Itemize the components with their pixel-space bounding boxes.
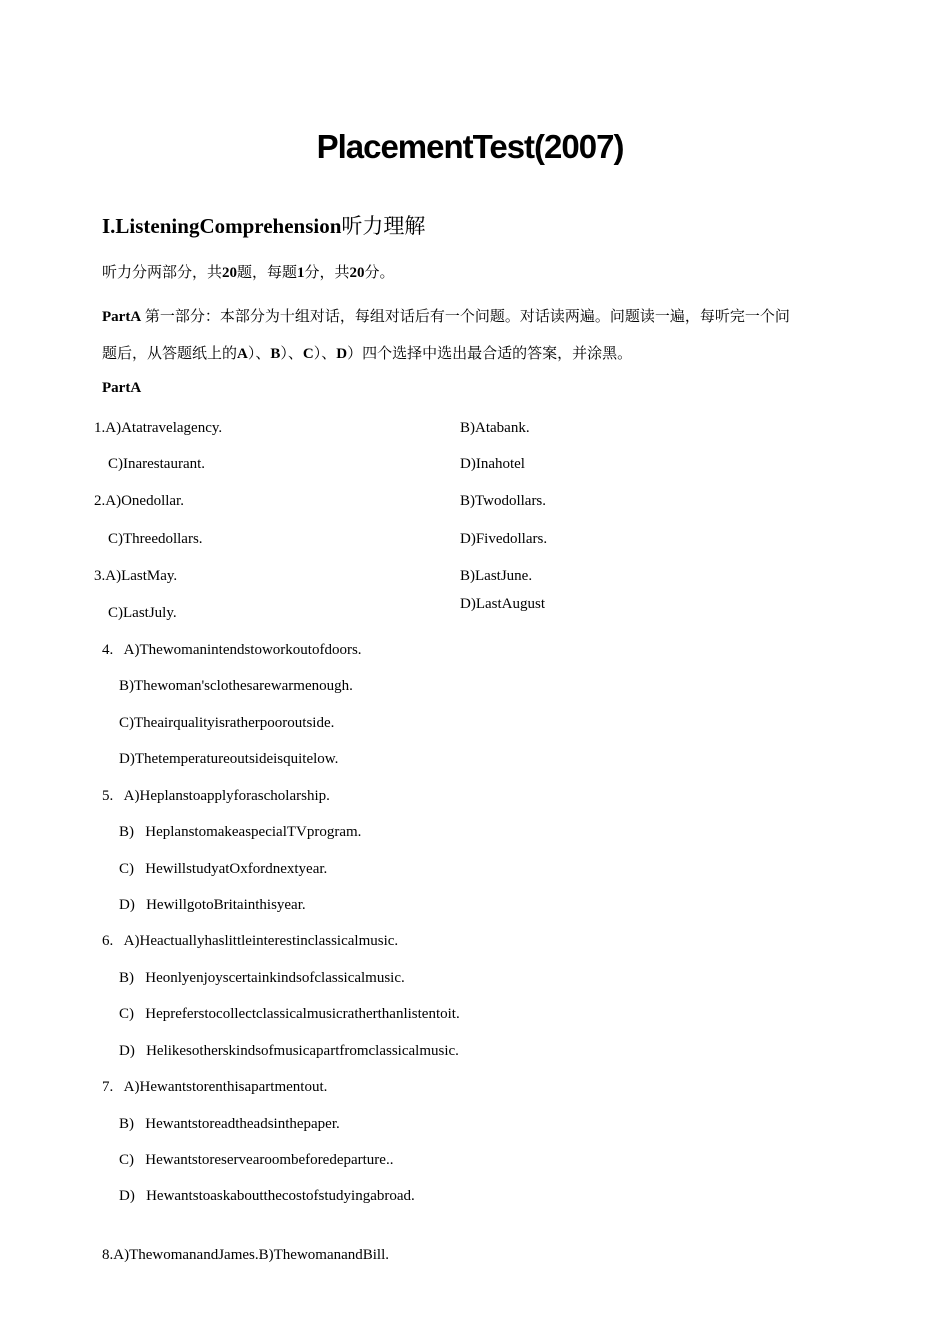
instructions-text: ）四个选择中选出最合适的答案，并涂黑。	[347, 346, 633, 362]
q1-option-d: D)Inahotel	[460, 456, 525, 472]
q1-option-c: C)Inarestaurant.	[108, 456, 206, 472]
q6-option-b: B) Heonlyenjoyscertainkindsofclassicalmusic.	[119, 970, 405, 986]
q5-option-d: D) HewillgotoBritainthisyear.	[119, 897, 306, 913]
intro-number: 1	[297, 265, 305, 281]
q4-option-a: 4. A)Thewomanintendstoworkoutofdoors.	[102, 642, 362, 658]
section-heading-cn: 听力理解	[341, 214, 426, 238]
intro-text: 听力分两部分，共	[102, 265, 223, 281]
q3-option-d: D)LastAugust	[460, 596, 545, 612]
separator: ）、	[247, 346, 271, 362]
intro-number: 20	[222, 265, 238, 281]
q8-options-a-b: 8.A)ThewomanandJames.B)ThewomanandBill.	[102, 1247, 390, 1263]
q5-option-b: B) HeplanstomakeaspecialTVprogram.	[119, 824, 362, 840]
page-title: PlacementTest(2007)	[316, 128, 624, 165]
option-letter: C	[302, 346, 314, 362]
q7-option-b: B) Hewantstoreadtheadsinthepaper.	[119, 1116, 340, 1132]
option-letter: B	[270, 346, 281, 362]
q6-option-c: C) Hepreferstocollectclassicalmusicratherthanlistentoit.	[119, 1006, 460, 1022]
separator: ）、	[313, 346, 337, 362]
q7-option-c: C) Hewantstoreservearoombeforedeparture..	[119, 1152, 394, 1168]
q2-option-a: 2.A)Onedollar.	[94, 493, 184, 509]
q2-option-b: B)Twodollars.	[460, 493, 547, 509]
q3-option-a: 3.A)LastMay.	[94, 568, 178, 584]
intro-text: 分。	[364, 265, 395, 281]
part-a-instructions-line-2	[102, 342, 632, 363]
option-letter: A	[237, 346, 248, 362]
q2-option-c: C)Threedollars.	[108, 531, 203, 547]
intro-text: 题，每题	[237, 265, 298, 281]
instructions-text: 题后，从答题纸上的	[102, 346, 238, 362]
option-letter: D	[336, 346, 348, 362]
q1-option-b: B)Atabank.	[460, 420, 530, 436]
separator: ）、	[280, 346, 303, 362]
intro-paragraph	[102, 261, 395, 282]
q6-option-a: 6. A)Heactuallyhaslittleinterestinclassicalmusic.	[102, 933, 399, 949]
q3-option-c: C)LastJuly.	[108, 605, 177, 621]
part-a-label: PartA	[102, 380, 142, 396]
part-a-instructions-line-1	[102, 305, 790, 326]
intro-number: 20	[349, 265, 365, 281]
q2-option-d: D)Fivedollars.	[460, 531, 548, 547]
q4-option-c: C)Theairqualityisratherpooroutside.	[119, 715, 335, 731]
q3-option-b: B)LastJune.	[460, 568, 533, 584]
q5-option-a: 5. A)Heplanstoapplyforascholarship.	[102, 788, 330, 804]
q4-option-b: B)Thewoman'sclothesarewarmenough.	[119, 678, 353, 694]
q7-option-d: D) Hewantstoaskaboutthecostofstudyingabroad.	[119, 1188, 415, 1204]
intro-text: 分，共	[304, 265, 350, 281]
section-heading-en: I.ListeningComprehension	[102, 214, 342, 238]
q1-option-a: 1.A)Atatravelagency.	[94, 420, 223, 436]
section-heading	[102, 210, 425, 240]
part-a-label-inline: PartA	[102, 309, 142, 325]
q5-option-c: C) HewillstudyatOxfordnextyear.	[119, 861, 328, 877]
instructions-text: 第一部分：本部分为十组对话，每组对话后有一个问题。对话读两遍。问题读一遍，每听完一个问	[144, 309, 790, 325]
q6-option-d: D) Helikesotherskindsofmusicapartfromclassicalmusic.	[119, 1043, 459, 1059]
q4-option-d: D)Thetemperatureoutsideisquitelow.	[119, 751, 339, 767]
q7-option-a: 7. A)Hewantstorenthisapartmentout.	[102, 1079, 328, 1095]
